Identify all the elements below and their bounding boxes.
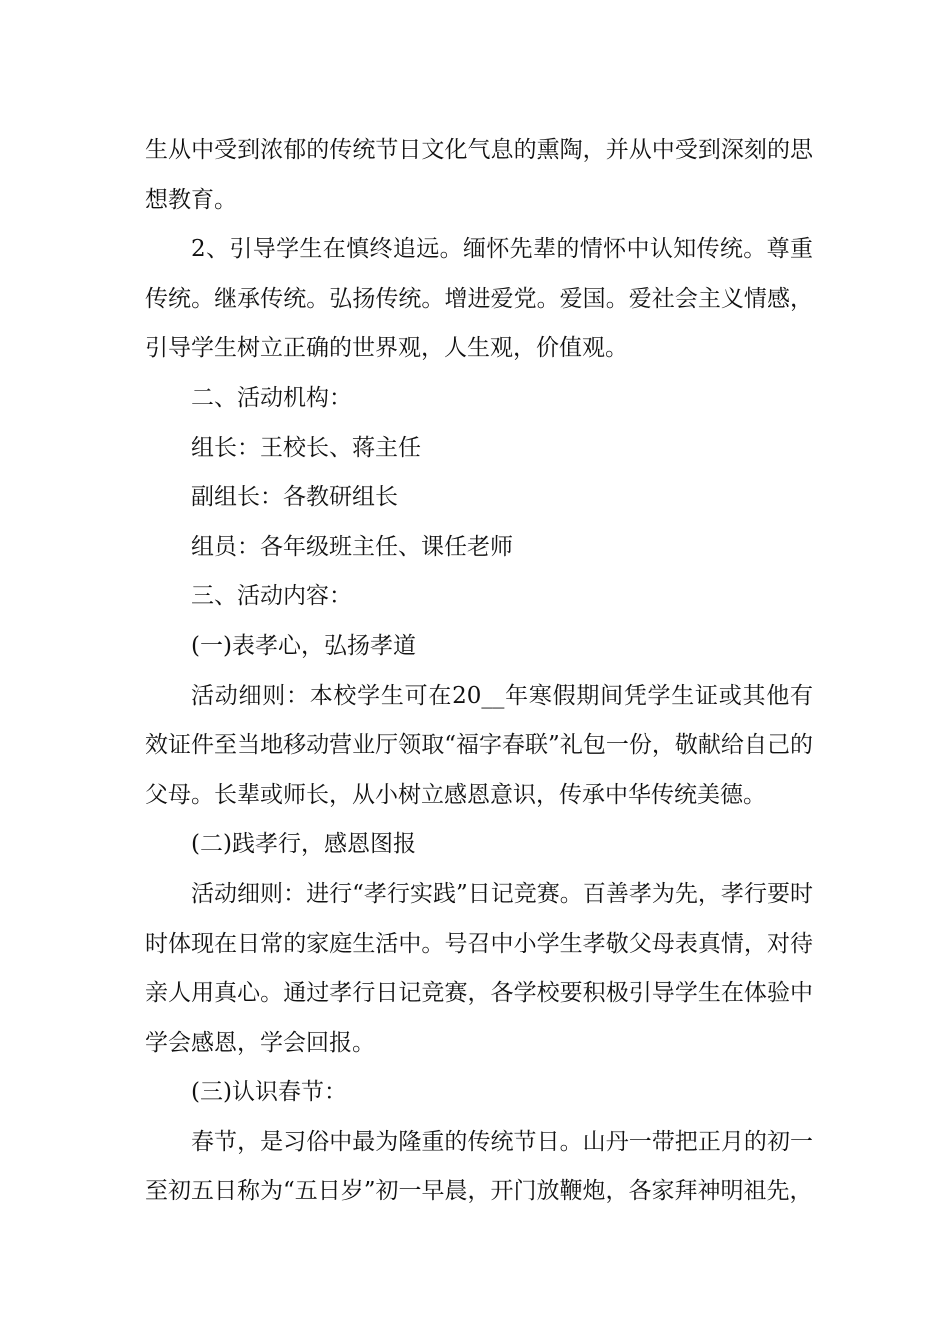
paragraph: 生从中受到浓郁的传统节日文化气息的熏陶，并从中受到深刻的思想教育。 (145, 137, 813, 213)
subsection-heading: (一)表孝心，弘扬孝道 (191, 632, 416, 659)
paragraph: 春节，是习俗中最为隆重的传统节日。山丹一带把正月的初一至初五日称为“五日岁”初一早晨，开门放鞭炮，各家拜神明祖先， (145, 1128, 813, 1205)
subsection-heading: (三)认识春节： (191, 1079, 347, 1106)
paragraph: 2、引导学生在慎终追远。缅怀先辈的情怀中认知传统。尊重传统。继承传统。弘扬传统。增进爱党。爱国。爱社会主义情感，引导学生树立正确的世界观，人生观，价值观。 (145, 236, 813, 362)
paragraph: 活动细则：本校学生可在20__年寒假期间凭学生证或其他有效证件至当地移动营业厅领取“福字春联”礼包一份，敬献给自己的父母。长辈或师长，从小树立感恩意识，传承中华传统美德。 (145, 682, 813, 808)
paragraph: 活动细则：进行“孝行实践”日记竞赛。百善孝为先，孝行要时时体现在日常的家庭生活中。号召中小学生孝敬父母表真情，对待亲人用真心。通过孝行日记竞赛，各学校要积极引导学生在体验中学会感恩，学会回报。 (145, 880, 813, 1056)
section-heading: 三、活动内容： (191, 583, 352, 610)
document-body (145, 126, 813, 1217)
section-heading: 二、活动机构： (191, 384, 352, 411)
paragraph: 组长：王校长、蒋主任 (191, 434, 421, 461)
paragraph: 组员：各年级班主任、课任老师 (191, 533, 513, 560)
paragraph: 副组长：各教研组长 (191, 484, 398, 511)
subsection-heading: (二)践孝行，感恩图报 (191, 831, 416, 858)
